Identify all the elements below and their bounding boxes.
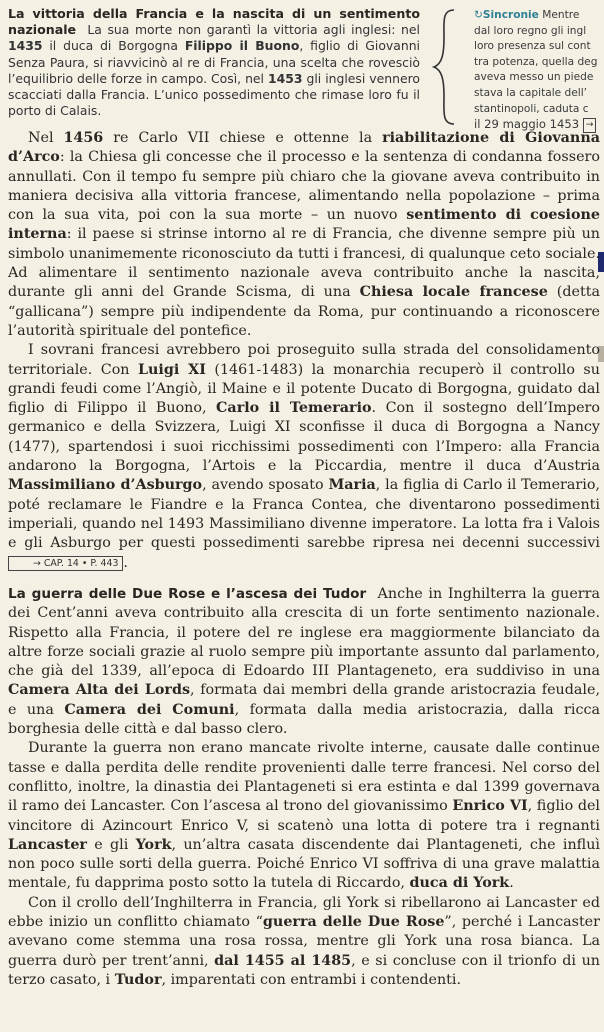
sidebar-heading: Sincronie bbox=[482, 9, 539, 21]
paragraph-lancaster-york: Durante la guerra non erano mancate rivolte interne, causate dalle continue tasse e dalla perdita delle rendite provenienti dalle terre francesi. Nel corso del conflitto, inoltre, la dinastia dei Plantageneti si era estinta e dal 1399 governava il ramo dei Lancaster. Con l’ascesa al trono del giovanissimo Enrico VI, figlio del vincitore di Azincourt Enrico V, si scatenò una lotta di potere tra i regnanti Lancaster e gli York, un’altra casata discendente dai Plantageneti, che influì non poco sulle sorti della guerra. Poiché Enrico VI soffriva di una grave malattia mentale, fu dapprima posto sotto la tutela di Riccardo, duca di York. bbox=[8, 740, 601, 892]
sync-icon: ↻ bbox=[474, 9, 483, 21]
paragraph-riabilitazione: Nel 1456 re Carlo VII chiese e ottenne la riabilitazione di Giovanna d’Arco: la Chiesa gli concesse che il processo e la sentenza di condanna fossero annullati. Con il tempo fu sempre più chiaro che la giovane aveva contribuito in maniera decisiva alla vittoria francese, alimentando nella popolazione – prima con la sua vita, poi con la sua morte – un nuovo sentimento di coesione interna: il paese si strinse intorno al re di Francia, che divenne sempre più un simbolo unanimemente riconosciuto da tutti i francesi, di qualunque ceto sociale. Ad alimentare il sentimento nazionale aveva contribuito anche la nascita, durante gli anni del Grande Scisma, di una Chiesa locale francese (detta “gallicana”) sempre più indipendente da Roma, pur continuando a riconoscere l’autorità spirituale del pontefice. bbox=[8, 130, 600, 339]
sidebar-cross-ref-link[interactable]: → bbox=[583, 118, 597, 133]
curly-brace-icon bbox=[428, 8, 462, 126]
paragraph-guerra-due-rose: Con il crollo dell’Inghilterra in Francia, gli York si ribellarono ai Lancaster ed ebbe inizio un conflitto chiamato “guerra delle Due Rose”, perché i Lancaster avevano come stemma una rosa rossa, mentre gli York una rosa bianca. La guerra durò per trent’anni, dal 1455 al 1485, e si concluse con il trionfo di un terzo casato, i Tudor, imparentati con entrambi i contendenti. bbox=[8, 894, 600, 988]
section-heading-due-rose: La guerra delle Due Rose e l’ascesa dei Tudor bbox=[8, 586, 367, 602]
sidebar-sincronie: ↻Sincronie Mentre dal loro regno gli ingl loro presenza sul cont tra potenza, quella deg aveva messo un piede stava la capitale dell’ stantinopoli, caduta c il 29 maggio 1453 → bbox=[474, 9, 598, 132]
paragraph-due-rose-intro: La guerra delle Due Rose e l’ascesa dei Tudor Anche in Inghilterra la guerra dei Cent’anni aveva contribuito alla crescita di un forte sentimento nazionale. Rispetto alla Francia, il potere del re inglese era maggiormente bilanciato da altre forze sociali grazie al ruolo sempre più importante assunto dal parlamento, che già del 1339, all’epoca di Edoardo III Plantageneto, era suddiviso in una Camera Alta dei Lords, formata dai membri della grande aristocrazia feudale, e una Camera dei Comuni, formata dalla media aristocrazia, dalla ricca borghesia delle città e dal basso clero. bbox=[8, 586, 601, 738]
main-text-2 bbox=[8, 585, 600, 990]
top-paragraph: La vittoria della Francia e la nascita di un sentimento nazionale La sua morte non garantì la vittoria agli inglesi: nel 1435 il duca di Borgogna Filippo il Buono, figlio di Giovanni Senza Paura, si riavvicinò al re di Francia, una scelta che rovesciò l’equilibrio delle forze in campo. Così, nel 1453 gli inglesi vennero scacciati dalla Francia. L’unico possedimento che rimase loro fu il porto di Calais. bbox=[8, 6, 420, 119]
paragraph-consolidamento: I sovrani francesi avrebbero poi proseguito sulla strada del consolidamento territoriale. Con Luigi XI (1461-1483) la monarchia recuperò il controllo su grandi feudi come l’Angiò, il Maine e il potente Ducato di Borgogna, guidato dal figlio di Filippo il Buono, Carlo il Temerario. Con il sostegno dell’Impero germanico e della Svizzera, Luigi XI sconfisse il duca di Borgogna a Nancy (1477), spartendosi i suoi ricchissimi possedimenti con l’Impero: alla Francia andarono la Borgogna, l’Artois e la Piccardia, mentre il duca d’Austria Massimiliano d’Asburgo, avendo sposato Maria, la figlia di Carlo il Temerario, poté reclamare le Fiandre e la Franca Contea, che diventarono possedimenti imperiali, quando nel 1493 Massimiliano divenne imperatore. La lotta fra i Valois e gli Asburgo per questi possedimenti sarebbe ripresa nei decenni successivi → CAP. 14 • P. 443 . bbox=[8, 342, 600, 571]
main-text-1 bbox=[8, 129, 600, 573]
chapter-cross-ref-link[interactable]: → CAP. 14 • P. 443 bbox=[8, 556, 123, 571]
top-section bbox=[8, 6, 420, 119]
section-heading-victory: La vittoria della Francia e la nascita di un sentimento nazionale bbox=[8, 6, 420, 38]
